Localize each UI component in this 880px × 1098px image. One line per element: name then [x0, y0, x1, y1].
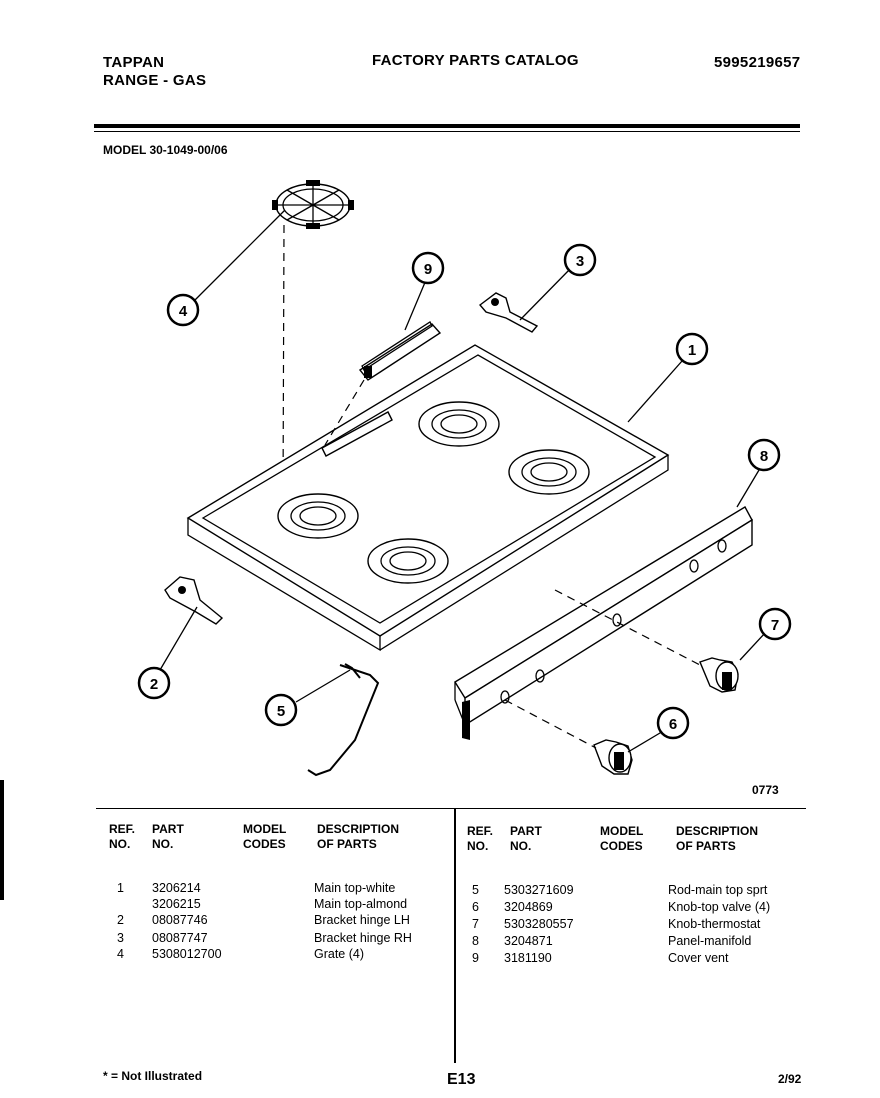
table-row-desc: Bracket hinge RH: [314, 931, 412, 945]
callout-3: [565, 245, 595, 275]
table-row-part: 3204869: [504, 900, 553, 914]
knob-thermostat-part: [700, 658, 738, 692]
model-number: MODEL 30-1049-00/06: [103, 143, 228, 157]
callout-3-label: 3: [575, 253, 585, 270]
callout-6: [658, 708, 688, 738]
table-row-desc: Cover vent: [668, 951, 729, 965]
right-header-model: MODEL CODES: [600, 824, 644, 853]
table-row-ref: 2: [117, 913, 124, 927]
callout-2: [139, 668, 169, 698]
table-top-rule: [96, 808, 806, 809]
brand-name: TAPPAN: [103, 54, 165, 71]
table-row-part: 3204871: [504, 934, 553, 948]
callout-9: [413, 253, 443, 283]
right-header-desc: DESCRIPTION OF PARTS: [676, 824, 759, 853]
knob-top-valve-part: [594, 740, 632, 774]
page-number: E13: [447, 1071, 476, 1088]
table-row-desc: Knob-thermostat: [668, 917, 761, 931]
right-header-ref: REF. NO.: [467, 824, 494, 853]
table-row-part: 08087746: [152, 913, 208, 927]
callout-5-label: 5: [276, 703, 286, 720]
table-row-part: 3206215: [152, 897, 201, 911]
callout-9-label: 9: [423, 261, 433, 278]
left-header-model: MODEL CODES: [243, 822, 287, 851]
callout-2-label: 2: [149, 676, 159, 693]
revision-date: 2/92: [778, 1072, 802, 1086]
callout-6-label: 6: [668, 716, 678, 733]
bracket-hinge-rh-part: [480, 293, 537, 332]
grate-part: [272, 180, 354, 229]
table-row-part: 5303280557: [504, 917, 574, 931]
table-row-ref: 9: [472, 951, 479, 965]
table-row-desc: Rod-main top sprt: [668, 883, 768, 897]
drawing-code: 0773: [752, 783, 779, 797]
table-row-part: 3206214: [152, 881, 201, 895]
table-row-ref: 7: [472, 917, 479, 931]
table-row-desc: Grate (4): [314, 947, 365, 961]
callout-1: [677, 334, 707, 364]
callout-8: [749, 440, 779, 470]
left-header-desc: DESCRIPTION OF PARTS: [317, 822, 400, 851]
catalog-title: FACTORY PARTS CATALOG: [372, 52, 579, 69]
bracket-hinge-lh-part: [165, 577, 222, 624]
left-header-part: PART NO.: [152, 822, 184, 851]
table-row-desc: Main top-almond: [314, 897, 408, 911]
callout-4-label: 4: [178, 303, 188, 320]
table-row-part: 3181190: [504, 951, 552, 965]
callout-4: [168, 295, 198, 325]
table-row-ref: 5: [472, 883, 479, 897]
callout-1-label: 1: [687, 342, 697, 359]
callout-8-label: 8: [759, 448, 769, 465]
table-row-ref: 6: [472, 900, 479, 914]
table-row-part: 5308012700: [152, 947, 222, 961]
callout-7: [760, 609, 790, 639]
footnote: * = Not Illustrated: [103, 1069, 203, 1083]
table-row-ref: 8: [472, 934, 479, 948]
cover-vent-part: [360, 322, 440, 380]
table-row-desc: Panel-manifold: [668, 934, 752, 948]
table-row-desc: Main top-white: [314, 881, 396, 895]
support-rod-part: [308, 664, 378, 775]
table-row-desc: Bracket hinge LH: [314, 913, 410, 927]
table-row-part: 08087747: [152, 931, 208, 945]
callout-5: [266, 695, 296, 725]
table-row-ref: 1: [117, 881, 124, 895]
catalog-number: 5995219657: [714, 54, 801, 71]
table-row-part: 5303271609: [504, 883, 574, 897]
product-name: RANGE - GAS: [103, 72, 207, 89]
left-header-ref: REF. NO.: [109, 822, 136, 851]
callout-7-label: 7: [770, 617, 780, 634]
table-divider: [454, 809, 456, 1063]
table-row-desc: Knob-top valve (4): [668, 900, 771, 914]
table-row-ref: 4: [117, 947, 124, 961]
right-header-part: PART NO.: [510, 824, 542, 853]
table-row-ref: 3: [117, 931, 124, 945]
